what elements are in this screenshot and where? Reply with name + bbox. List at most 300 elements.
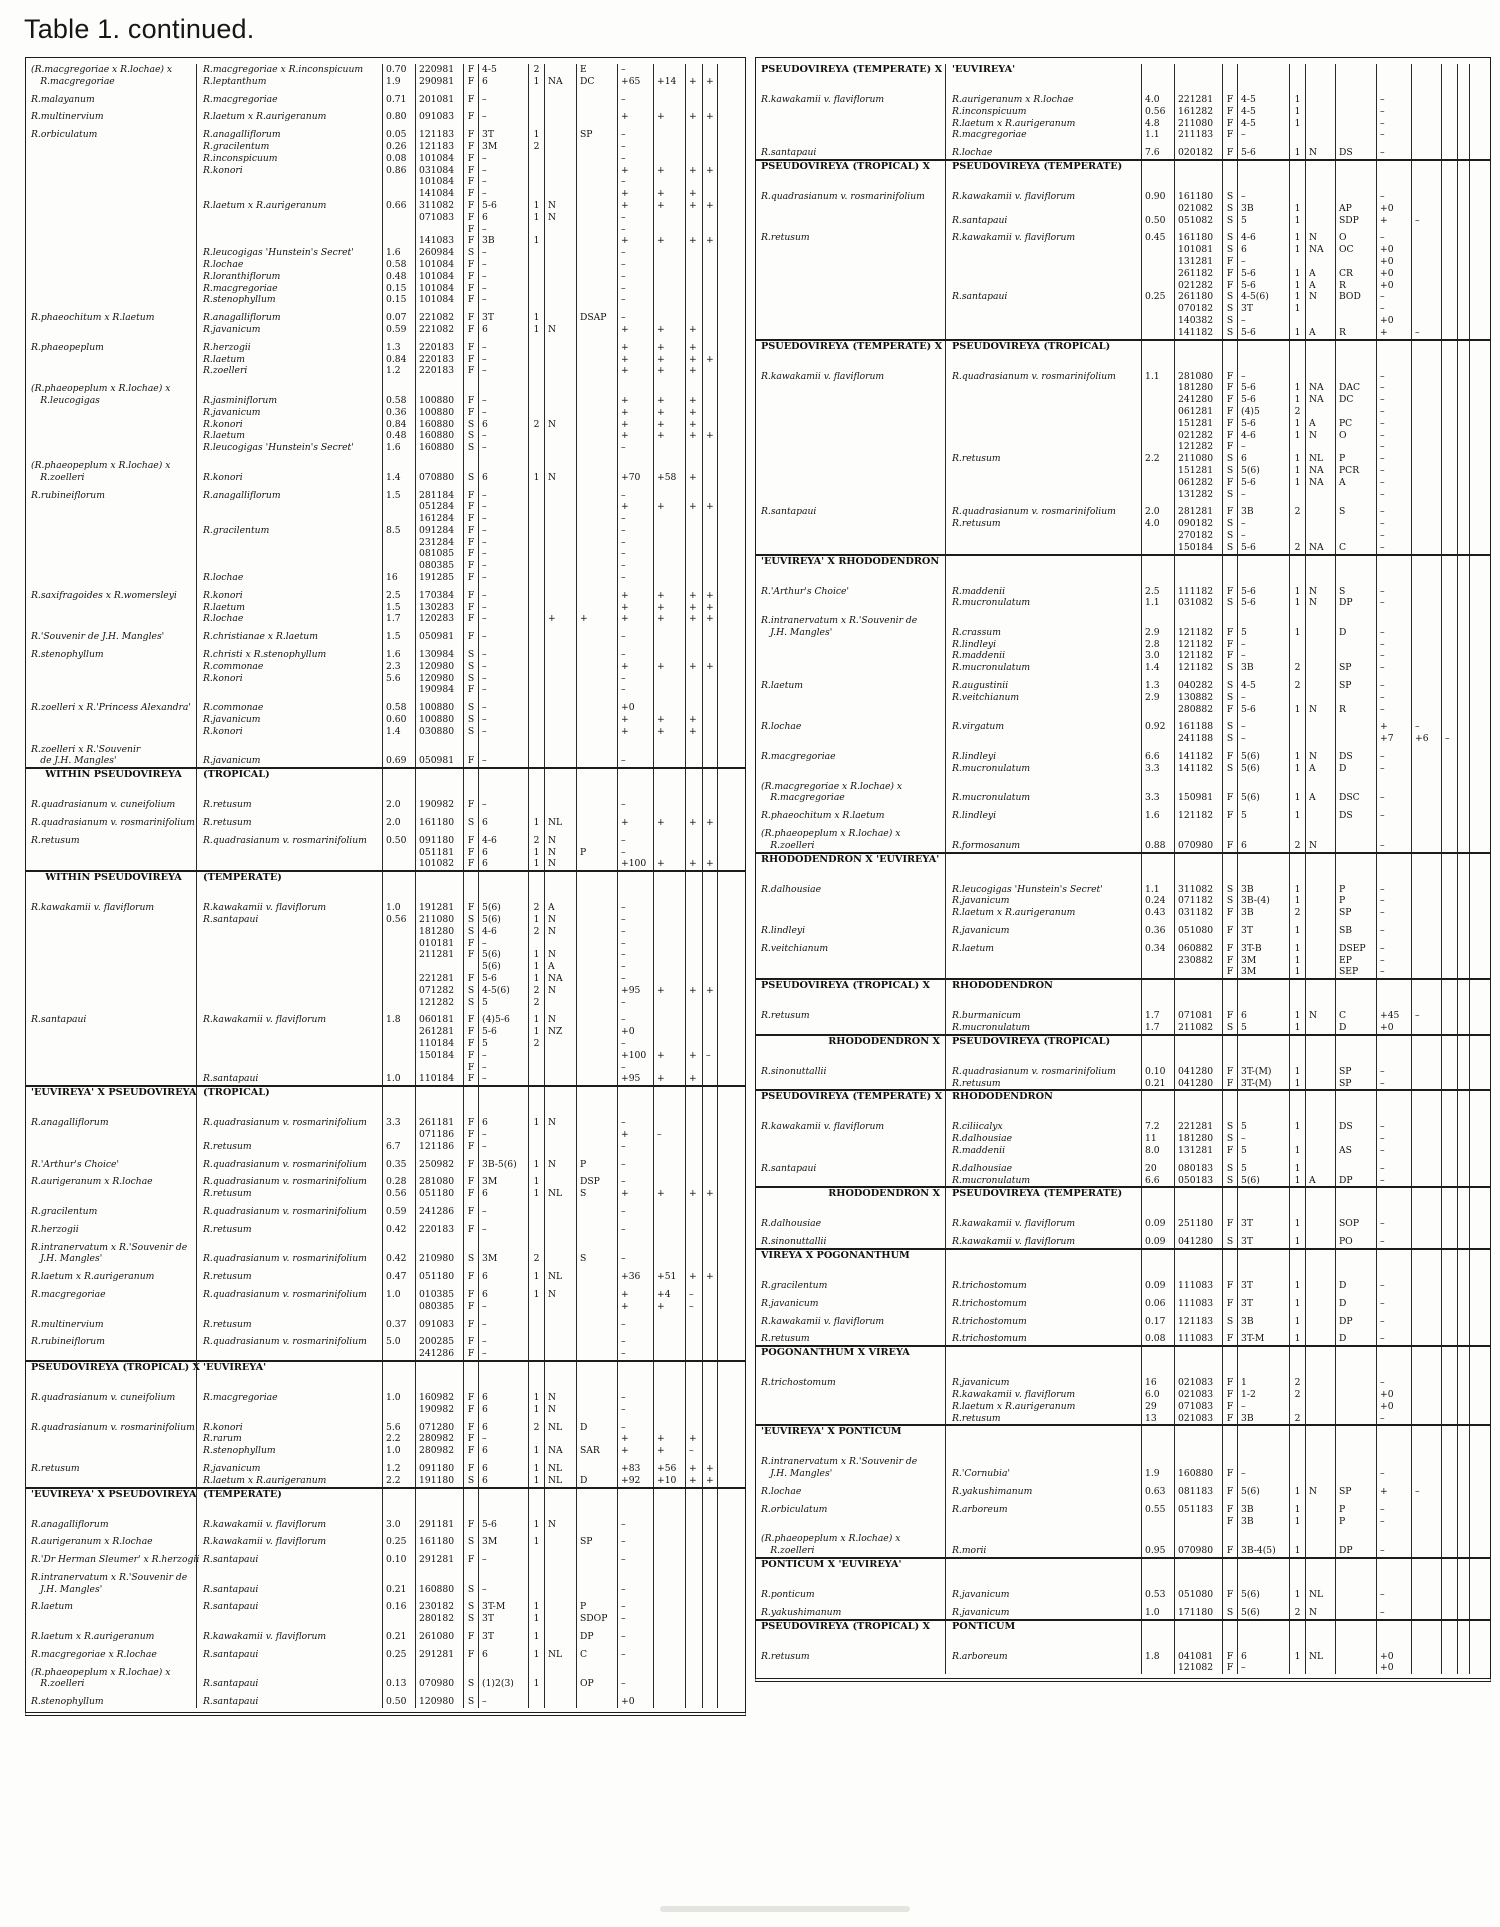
- cell-result2: [1412, 704, 1442, 716]
- cell-fs-flag: [464, 460, 479, 472]
- cell-date: 041280: [1175, 1066, 1223, 1078]
- cell-result1: –: [1377, 751, 1412, 763]
- cell-result1: +: [618, 165, 654, 177]
- cell-date: 141083: [416, 235, 464, 247]
- cell-result2: [654, 1117, 686, 1129]
- table-left-half: [25, 57, 746, 1716]
- cell-fs-flag: F: [464, 271, 479, 283]
- cell-pad: [718, 1392, 745, 1404]
- cell-pad: [718, 1224, 745, 1236]
- cell-code2: [1336, 1250, 1377, 1280]
- cell-fs-flag: F: [464, 513, 479, 525]
- cell-count: 1: [529, 1404, 545, 1416]
- table-row: [26, 1188, 745, 1200]
- cell-code2: D: [577, 1475, 618, 1487]
- cell-date: 051180: [416, 1271, 464, 1283]
- cell-value: [1142, 1036, 1175, 1066]
- cell-code2: P: [1336, 884, 1377, 896]
- cell-result3: [1442, 506, 1458, 518]
- cell-seed-parent: R.quadrasianum v. rosmarinifolium: [26, 817, 197, 829]
- section-header-row: [756, 1036, 1490, 1066]
- cell-result3: [1442, 1533, 1458, 1545]
- cell-pollen-parent: [197, 961, 383, 973]
- cell-code2: [1336, 1589, 1377, 1601]
- cell-code2: D: [1336, 1333, 1377, 1345]
- cell-result4: [703, 1129, 718, 1141]
- cell-code2: A: [1336, 477, 1377, 489]
- cell-result4: [1458, 907, 1470, 919]
- cell-fs-flag: F: [464, 312, 479, 324]
- cell-stage: 3T: [1238, 1236, 1290, 1248]
- cell-result4: [1458, 810, 1470, 822]
- cell-value: 0.63: [1142, 1486, 1175, 1498]
- cell-pollen-parent: [946, 1347, 1142, 1377]
- cell-code2: [1336, 980, 1377, 1010]
- cell-count: 1: [1290, 147, 1306, 159]
- cell-result2: [1412, 1250, 1442, 1280]
- cell-result1: –: [1377, 430, 1412, 442]
- cell-seed-parent: R.zoelleri: [756, 840, 946, 852]
- cell-code2: P: [1336, 1516, 1377, 1528]
- cell-value: 3.3: [383, 1117, 416, 1129]
- cell-code1: [1306, 955, 1336, 967]
- cell-value: 6.6: [1142, 1175, 1175, 1187]
- cell-stage: 5-6: [1238, 542, 1290, 554]
- cell-result4: [703, 702, 718, 714]
- cell-pollen-parent: R.retusum: [197, 1188, 383, 1200]
- cell-result4: [1458, 147, 1470, 159]
- cell-result3: [686, 1667, 703, 1679]
- cell-result2: [654, 1026, 686, 1038]
- cell-result2: [1412, 1389, 1442, 1401]
- table-row: [26, 817, 745, 829]
- cell-fs-flag: S: [1223, 597, 1238, 609]
- cell-code1: N: [1306, 1607, 1336, 1619]
- cell-fs-flag: [1223, 854, 1238, 884]
- cell-fs-flag: F: [1223, 1145, 1238, 1157]
- cell-result1: –: [618, 490, 654, 502]
- cell-fs-flag: [464, 1489, 479, 1519]
- cell-count: 1: [1290, 1121, 1306, 1133]
- table-row: [26, 1572, 745, 1584]
- cell-seed-parent: R.retusum: [756, 1333, 946, 1345]
- cell-date: 141182: [1175, 327, 1223, 339]
- cell-result3: [686, 702, 703, 714]
- cell-code2: [577, 165, 618, 177]
- cell-result2: [654, 247, 686, 259]
- cell-seed-parent: [756, 453, 946, 465]
- table-row: [26, 513, 745, 525]
- cell-stage: 3B: [1238, 884, 1290, 896]
- cell-code2: [577, 1554, 618, 1566]
- cell-stage: 5: [479, 997, 529, 1009]
- cell-value: [1142, 955, 1175, 967]
- cell-count: [529, 602, 545, 614]
- cell-pad: [1470, 1516, 1490, 1528]
- cell-result1: [1377, 1091, 1412, 1121]
- cell-result2: [654, 997, 686, 1009]
- cell-code2: P: [1336, 1504, 1377, 1516]
- table-row: [26, 141, 745, 153]
- cell-result3: [1442, 1347, 1458, 1377]
- cell-result2: [654, 684, 686, 696]
- cell-date: 100880: [416, 407, 464, 419]
- cell-result2: [1412, 1589, 1442, 1601]
- cell-code1: [545, 342, 577, 354]
- cell-seed-parent: [756, 763, 946, 775]
- cell-seed-parent: R.santapaui: [756, 1163, 946, 1175]
- cell-result1: –: [1377, 232, 1412, 244]
- cell-result1: –: [1377, 1121, 1412, 1133]
- cell-fs-flag: [1223, 1559, 1238, 1589]
- cell-result1: +0: [1377, 244, 1412, 256]
- cell-code1: [1306, 1298, 1336, 1310]
- cell-pad: [718, 1631, 745, 1643]
- cell-code2: SDOP: [577, 1613, 618, 1625]
- table-row: [756, 1280, 1490, 1292]
- cell-value: 2.0: [383, 817, 416, 829]
- cell-fs-flag: S: [464, 649, 479, 661]
- cell-stage: 3T-B: [1238, 943, 1290, 955]
- cell-count: 1: [1290, 203, 1306, 215]
- cell-stage: 3M: [1238, 966, 1290, 978]
- cell-fs-flag: S: [464, 997, 479, 1009]
- table-row: [756, 1662, 1490, 1674]
- cell-code2: [577, 673, 618, 685]
- table-row: [756, 406, 1490, 418]
- table-row: [26, 490, 745, 502]
- cell-seed-parent: [756, 477, 946, 489]
- cell-pollen-parent: R.trichostomum: [946, 1333, 1142, 1345]
- cell-result3: [1442, 1133, 1458, 1145]
- cell-count: 1: [529, 1601, 545, 1613]
- cell-fs-flag: S: [1223, 453, 1238, 465]
- cell-pollen-parent: R.maddenii: [946, 586, 1142, 598]
- cell-result1: –: [618, 673, 654, 685]
- cell-value: 2.2: [1142, 453, 1175, 465]
- cell-code2: [577, 294, 618, 306]
- cell-fs-flag: F: [1223, 1218, 1238, 1230]
- cell-result1: +70: [618, 472, 654, 484]
- cell-pad: [718, 1475, 745, 1487]
- cell-seed-parent: R.quadrasianum v. rosmarinifolium: [756, 191, 946, 203]
- cell-result4: [703, 176, 718, 188]
- cell-result3: –: [686, 1445, 703, 1457]
- cell-pollen-parent: R.kawakamii v. flaviflorum: [946, 191, 1142, 203]
- cell-fs-flag: F: [1223, 650, 1238, 662]
- cell-count: [529, 395, 545, 407]
- cell-count: [1290, 1347, 1306, 1377]
- cell-code1: N: [1306, 147, 1336, 159]
- cell-code1: [1306, 1377, 1336, 1389]
- cell-code2: DP: [577, 1631, 618, 1643]
- cell-count: 1: [529, 76, 545, 88]
- cell-fs-flag: F: [464, 1062, 479, 1074]
- cell-result4: [1458, 1066, 1470, 1078]
- cell-seed-parent: PSEUDOVIREYA (TEMPERATE) X: [756, 1091, 946, 1121]
- cell-result3: [1442, 639, 1458, 651]
- table-row: [756, 382, 1490, 394]
- cell-stage: 5-6: [479, 973, 529, 985]
- cell-code2: EP: [1336, 955, 1377, 967]
- cell-pollen-parent: R.quadrasianum v. rosmarinifolium: [197, 1176, 383, 1188]
- cell-fs-flag: F: [464, 902, 479, 914]
- cell-result4: [1458, 586, 1470, 598]
- cell-code2: DSP: [577, 1176, 618, 1188]
- cell-code2: [1336, 781, 1377, 793]
- cell-code1: [545, 1301, 577, 1313]
- cell-result2: +: [654, 1301, 686, 1313]
- cell-result3: [1442, 1022, 1458, 1034]
- cell-stage: 6: [479, 1404, 529, 1416]
- cell-result2: [1412, 1504, 1442, 1516]
- cell-value: 1.4: [383, 726, 416, 738]
- cell-result3: [1442, 1621, 1458, 1651]
- cell-result1: –: [618, 212, 654, 224]
- cell-value: 1.1: [1142, 371, 1175, 383]
- cell-stage: 5: [479, 1038, 529, 1050]
- table-row: [756, 542, 1490, 554]
- cell-code1: [1306, 1091, 1336, 1121]
- cell-result4: +: [703, 235, 718, 247]
- cell-pad: [718, 537, 745, 549]
- cell-result3: [686, 1489, 703, 1519]
- cell-pad: [1470, 465, 1490, 477]
- cell-fs-flag: F: [1223, 506, 1238, 518]
- cell-result1: –: [1377, 518, 1412, 530]
- table-row: [756, 704, 1490, 716]
- cell-code2: [577, 1463, 618, 1475]
- table-row: [26, 224, 745, 236]
- cell-seed-parent: R.gracilentum: [756, 1280, 946, 1292]
- cell-fs-flag: F: [464, 129, 479, 141]
- cell-result2: [654, 1362, 686, 1392]
- cell-stage: –: [479, 342, 529, 354]
- cell-result4: [1458, 884, 1470, 896]
- section-header-row: [756, 1091, 1490, 1121]
- cell-count: 1: [1290, 1066, 1306, 1078]
- cell-count: [529, 1696, 545, 1708]
- cell-stage: 6: [479, 1289, 529, 1301]
- cell-value: 0.71: [383, 94, 416, 106]
- cell-stage: –: [479, 1050, 529, 1062]
- cell-stage: 3B: [1238, 907, 1290, 919]
- cell-pad: [718, 744, 745, 756]
- cell-seed-parent: R.malayanum: [26, 94, 197, 106]
- cell-date: 291281: [416, 1649, 464, 1661]
- cell-value: 0.24: [1142, 895, 1175, 907]
- cell-code1: A: [1306, 327, 1336, 339]
- cell-value: 1.9: [383, 76, 416, 88]
- cell-pollen-parent: R.leucogigas 'Hunstein's Secret': [946, 884, 1142, 896]
- cell-code2: SB: [1336, 925, 1377, 937]
- cell-date: 291181: [416, 1519, 464, 1531]
- cell-pollen-parent: R.trichostomum: [946, 1298, 1142, 1310]
- cell-result4: [703, 525, 718, 537]
- cell-pollen-parent: R.maddenii: [946, 650, 1142, 662]
- cell-pad: [1470, 627, 1490, 639]
- cell-seed-parent: [756, 1175, 946, 1187]
- cell-seed-parent: [26, 501, 197, 513]
- cell-count: 1: [529, 961, 545, 973]
- cell-pollen-parent: [197, 383, 383, 395]
- cell-result4: [703, 673, 718, 685]
- cell-stage: [1238, 1036, 1290, 1066]
- cell-pollen-parent: R.kawakamii v. flaviflorum: [197, 1536, 383, 1548]
- table-row: [26, 1519, 745, 1531]
- cell-result3: [686, 1117, 703, 1129]
- cell-fs-flag: [464, 1362, 479, 1392]
- cell-pad: [718, 1129, 745, 1141]
- table-row: [756, 1533, 1490, 1545]
- cell-seed-parent: [756, 639, 946, 651]
- cell-result3: [686, 153, 703, 165]
- cell-code1: [545, 1631, 577, 1643]
- cell-pollen-parent: R.maddenii: [946, 1145, 1142, 1157]
- cell-seed-parent: R.laetum x R.aurigeranum: [26, 1271, 197, 1283]
- cell-code1: [1306, 556, 1336, 586]
- cell-seed-parent: [756, 118, 946, 130]
- cell-result3: [1442, 1545, 1458, 1557]
- cell-value: 3.3: [1142, 792, 1175, 804]
- cell-count: 1: [529, 200, 545, 212]
- table-row: [26, 702, 745, 714]
- cell-result3: +: [686, 501, 703, 513]
- cell-result1: –: [618, 1649, 654, 1661]
- cell-count: [529, 1362, 545, 1392]
- cell-code2: P: [577, 1601, 618, 1613]
- cell-result1: –: [1377, 1163, 1412, 1175]
- cell-stage: –: [479, 259, 529, 271]
- cell-code1: [545, 1489, 577, 1519]
- cell-result1: [1377, 556, 1412, 586]
- cell-result4: +: [703, 985, 718, 997]
- cell-code2: [577, 1319, 618, 1331]
- cell-code2: [577, 395, 618, 407]
- cell-pollen-parent: [197, 1062, 383, 1074]
- cell-result4: [703, 153, 718, 165]
- cell-stage: –: [479, 673, 529, 685]
- cell-seed-parent: R.stenophyllum: [26, 1696, 197, 1708]
- cell-result3: [686, 1242, 703, 1254]
- cell-value: [1142, 268, 1175, 280]
- table-row: [26, 235, 745, 247]
- cell-code1: A: [1306, 268, 1336, 280]
- cell-result3: [1442, 1559, 1458, 1589]
- cell-value: 4.8: [1142, 118, 1175, 130]
- cell-seed-parent: [756, 733, 946, 745]
- cell-result1: –: [1377, 465, 1412, 477]
- cell-date: 070980: [1175, 1545, 1223, 1557]
- cell-code2: [1336, 1607, 1377, 1619]
- cell-pollen-parent: R.quadrasianum v. rosmarinifolium: [197, 1117, 383, 1129]
- cell-pollen-parent: R.retusum: [946, 1078, 1142, 1090]
- cell-code2: [577, 513, 618, 525]
- cell-result3: [1442, 394, 1458, 406]
- cell-date: [1175, 615, 1223, 627]
- cell-result1: –: [1377, 129, 1412, 141]
- cell-stage: 5: [1238, 810, 1290, 822]
- cell-code1: [545, 1176, 577, 1188]
- cell-value: [1142, 64, 1175, 94]
- cell-pollen-parent: [946, 966, 1142, 978]
- table-row: [756, 1078, 1490, 1090]
- cell-seed-parent: VIREYA X POGONANTHUM: [756, 1250, 946, 1280]
- cell-result3: [686, 1141, 703, 1153]
- cell-pollen-parent: R.stenophyllum: [197, 1445, 383, 1457]
- cell-fs-flag: S: [1223, 327, 1238, 339]
- cell-stage: –: [479, 501, 529, 513]
- cell-code2: [577, 1224, 618, 1236]
- cell-result3: +: [686, 395, 703, 407]
- table-row: [756, 489, 1490, 501]
- cell-result2: [654, 572, 686, 584]
- cell-code1: N: [545, 914, 577, 926]
- cell-result1: +7: [1377, 733, 1412, 745]
- cell-result4: [1458, 1280, 1470, 1292]
- cell-value: 11: [1142, 1133, 1175, 1145]
- cell-result3: [1442, 895, 1458, 907]
- cell-code2: DP: [1336, 1175, 1377, 1187]
- cell-fs-flag: S: [1223, 680, 1238, 692]
- cell-code2: [577, 176, 618, 188]
- cell-count: [1290, 341, 1306, 371]
- cell-code2: DS: [1336, 147, 1377, 159]
- cell-count: [1290, 692, 1306, 704]
- cell-result1: +100: [618, 858, 654, 870]
- cell-seed-parent: R.quadrasianum v. cuneifolium: [26, 799, 197, 811]
- cell-date: 131282: [1175, 489, 1223, 501]
- cell-code1: [1306, 315, 1336, 327]
- cell-pad: [1470, 1401, 1490, 1413]
- cell-date: 191285: [416, 572, 464, 584]
- cell-stage: –: [479, 525, 529, 537]
- cell-code1: [1306, 895, 1336, 907]
- cell-count: [529, 525, 545, 537]
- cell-count: [529, 1224, 545, 1236]
- cell-result4: [1458, 406, 1470, 418]
- table-row: [756, 1145, 1490, 1157]
- cell-code1: [1306, 1218, 1336, 1230]
- cell-count: [529, 365, 545, 377]
- cell-count: [529, 259, 545, 271]
- cell-pollen-parent: R.retusum: [197, 817, 383, 829]
- cell-pad: [718, 914, 745, 926]
- cell-pad: [718, 1062, 745, 1074]
- cell-pad: [1470, 1589, 1490, 1601]
- cell-code2: [1336, 1036, 1377, 1066]
- cell-result3: [686, 383, 703, 395]
- cell-pollen-parent: [946, 394, 1142, 406]
- cell-code2: SP: [1336, 907, 1377, 919]
- cell-result4: [1458, 1413, 1470, 1425]
- cell-value: [1142, 1621, 1175, 1651]
- cell-result1: –: [1377, 704, 1412, 716]
- cell-count: 1: [529, 847, 545, 859]
- cell-pad: [718, 1601, 745, 1613]
- cell-result3: –: [686, 1301, 703, 1313]
- cell-result1: –: [618, 949, 654, 961]
- cell-pollen-parent: [946, 430, 1142, 442]
- cell-pad: [718, 259, 745, 271]
- cell-pad: [1470, 1413, 1490, 1425]
- cell-code2: [577, 858, 618, 870]
- cell-stage: 5: [1238, 1022, 1290, 1034]
- cell-value: 0.15: [383, 283, 416, 295]
- cell-seed-parent: R.sinonuttallii: [756, 1236, 946, 1248]
- cell-code2: [577, 1129, 618, 1141]
- cell-result3: [1442, 341, 1458, 371]
